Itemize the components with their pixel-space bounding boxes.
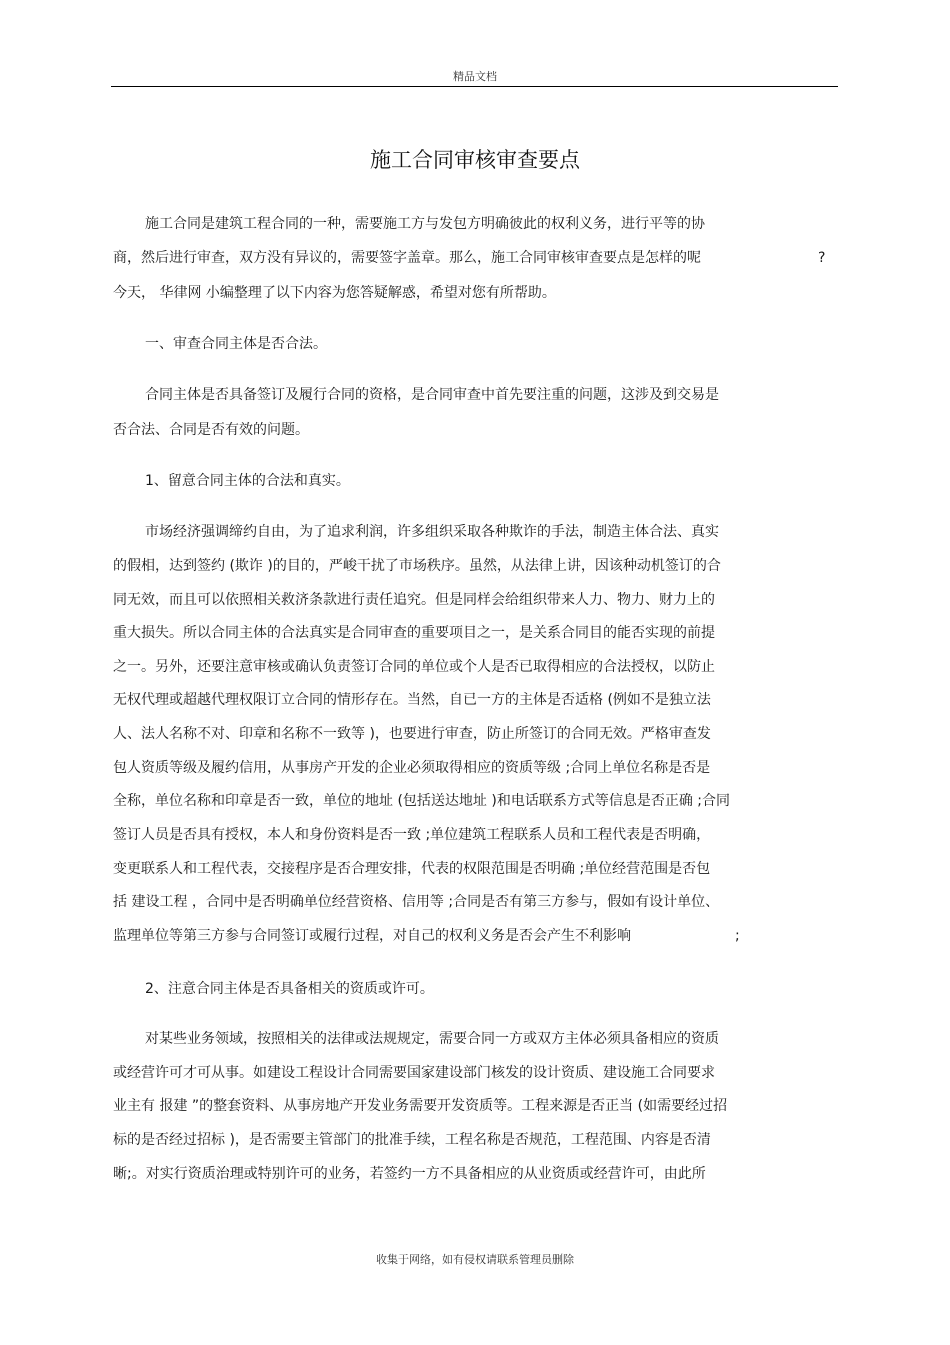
subsection-2-line: 晰;。对实行资质治理或特别许可的业务，若签约一方不具备相应的从业资质或经营许可，由此所 (113, 1166, 706, 1182)
page-title: 施工合同审核审查要点 (370, 148, 580, 172)
subsection-2-line: 业主有 报建 ”的整套资料、从事房地产开发业务需要开发资质等。工程来源是否正当 (如需要经过招 (113, 1098, 728, 1114)
header-label: 精品文档 (453, 70, 497, 83)
subsection-2-line: 标的是否经过招标 )，是否需要主管部门的批准手续，工程名称是否规范，工程范围、内容是否清 (113, 1132, 711, 1148)
intro-line-1: 施工合同是建筑工程合同的一种，需要施工方与发包方明确彼此的权利义务，进行平等的协 (145, 216, 705, 232)
intro-line-3: 今天， 华律网 小编整理了以下内容为您答疑解惑，希望对您有所帮助。 (113, 285, 556, 301)
section-1-line-2: 否合法、合同是否有效的问题。 (113, 422, 309, 438)
subsection-2-line: 或经营许可才可从事。如建设工程设计合同需要国家建设部门核发的设计资质、建设施工合同要求 (113, 1065, 715, 1081)
subsection-1-heading: 1、留意合同主体的合法和真实。 (145, 473, 350, 489)
subsection-1-line: 包人资质等级及履约信用，从事房产开发的企业必须取得相应的资质等级 ;合同上单位名称是否是 (113, 760, 711, 776)
footer-note: 收集于网络，如有侵权请联系管理员删除 (376, 1253, 574, 1266)
section-1-line-1: 合同主体是否具备签订及履行合同的资格，是合同审查中首先要注重的问题，这涉及到交易是 (145, 387, 719, 403)
subsection-1-line: 全称，单位名称和印章是否一致，单位的地址 (包括送达地址 )和电话联系方式等信息是否正确 ;合同 (113, 793, 730, 809)
subsection-1-line: 重大损失。所以合同主体的合法真实是合同审查的重要项目之一，是关系合同目的能否实现的前提 (113, 625, 715, 641)
subsection-1-line: 签订人员是否具有授权，本人和身份资料是否一致 ;单位建筑工程联系人员和工程代表是否明确， (113, 827, 711, 843)
subsection-2-heading: 2、注意合同主体是否具备相关的资质或许可。 (145, 981, 434, 997)
subsection-1-line: 的假相，达到签约 (欺诈 )的目的，严峻干扰了市场秩序。虽然，从法律上讲，因该种动机签订的合 (113, 558, 721, 574)
subsection-1-line-end: ; (735, 928, 740, 944)
header-divider (111, 86, 838, 87)
intro-line-2: 商，然后进行审查，双方没有异议的，需要签字盖章。那么，施工合同审核审查要点是怎样的呢 (113, 250, 701, 266)
subsection-2-line: 对某些业务领域，按照相关的法律或法规规定，需要合同一方或双方主体必须具备相应的资质 (145, 1031, 719, 1047)
subsection-1-line: 同无效，而且可以依照相关救济条款进行责任追究。但是同样会给组织带来人力、物力、财力上的 (113, 592, 715, 608)
subsection-1-line: 变更联系人和工程代表，交接程序是否合理安排，代表的权限范围是否明确 ;单位经营范围是否包 (113, 861, 711, 877)
intro-line-2-end: ? (818, 250, 826, 266)
section-1-heading: 一、审查合同主体是否合法。 (145, 336, 327, 352)
subsection-1-line: 监理单位等第三方参与合同签订或履行过程，对自己的权利义务是否会产生不利影响 (113, 928, 631, 944)
subsection-1-line: 之一。另外，还要注意审核或确认负责签订合同的单位或个人是否已取得相应的合法授权，以防止 (113, 659, 715, 675)
subsection-1-line: 市场经济强调缔约自由，为了追求利润，许多组织采取各种欺诈的手法，制造主体合法、真实 (145, 524, 719, 540)
subsection-1-line: 无权代理或超越代理权限订立合同的情形存在。当然，自已一方的主体是否适格 (例如不是独立法 (113, 692, 711, 708)
subsection-1-line: 括 建设工程 ，合同中是否明确单位经营资格、信用等 ;合同是否有第三方参与，假如有设计单位、 (113, 894, 720, 910)
subsection-1-line: 人、法人名称不对、印章和名称不一致等 )，也要进行审查，防止所签订的合同无效。严格审查发 (113, 726, 711, 742)
